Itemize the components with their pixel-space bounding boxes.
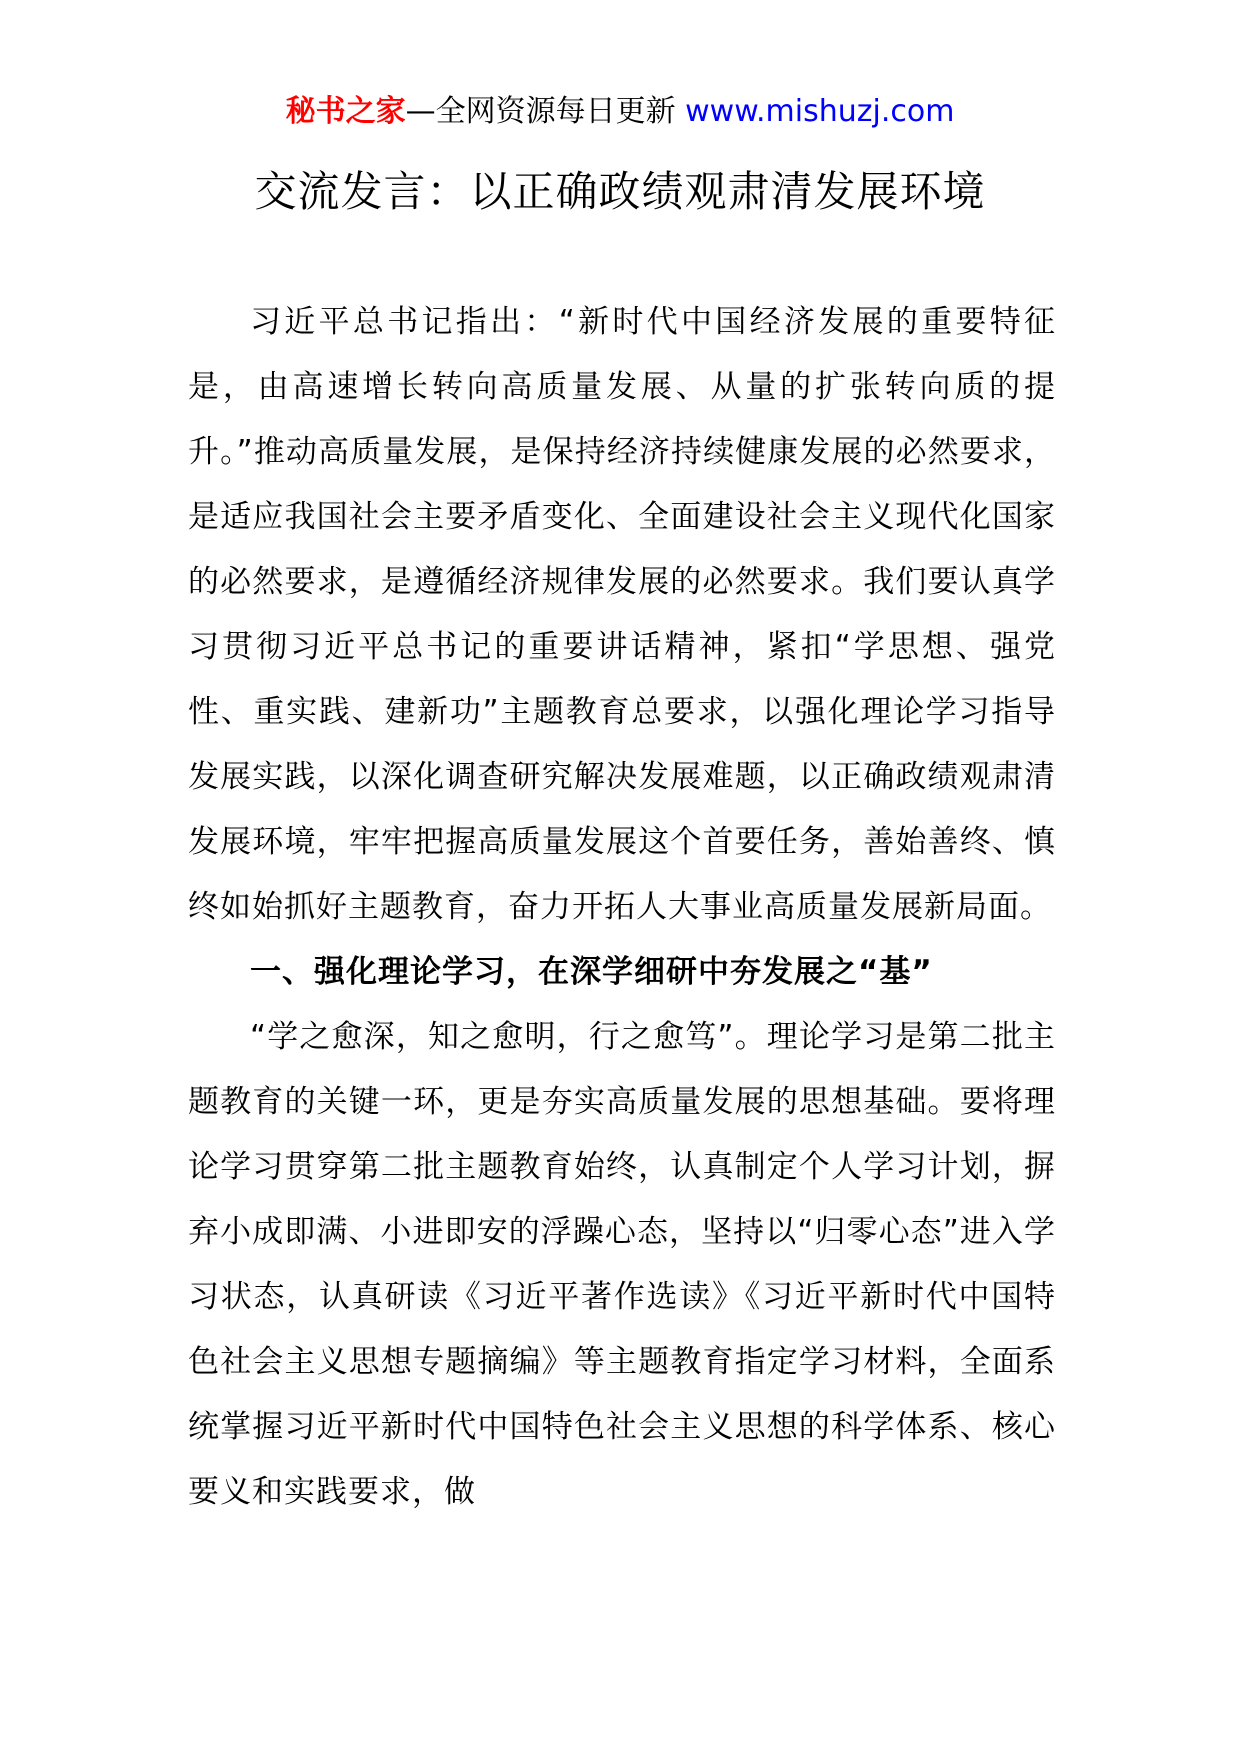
- document-body: [188, 290, 1056, 1525]
- header-tagline: —全网资源每日更新: [405, 94, 686, 129]
- site-url-link[interactable]: www.mishuzj.com: [685, 94, 955, 129]
- document-title: 交流发言：以正确政绩观肃清发展环境: [254, 167, 986, 216]
- section-paragraph: “学之愈深，知之愈明，行之愈笃”。理论学习是第二批主题教育的关键一环，更是夯实高质量发展的思想基础。要将理论学习贯穿第二批主题教育始终，认真制定个人学习计划，摒弃小成即满、小进即安的浮躁心态，坚持以“归零心态”进入学习状态，认真研读《习近平著作选读》《习近平新时代中国特色社会主义思想专题摘编》等主题教育指定学习材料，全面系统掌握习近平新时代中国特色社会主义思想的科学体系、核心要义和实践要求，做: [188, 1019, 1056, 1510]
- intro-paragraph: 习近平总书记指出：“新时代中国经济发展的重要特征是，由高速增长转向高质量发展、从量的扩张转向质的提升。”推动高质量发展，是保持经济持续健康发展的必然要求，是适应我国社会主要矛盾变化、全面建设社会主义现代化国家的必然要求，是遵循经济规律发展的必然要求。我们要认真学习贯彻习近平总书记的重要讲话精神，紧扣“学思想、强党性、重实践、建新功”主题教育总要求，以强化理论学习指导发展实践，以深化调查研究解决发展难题，以正确政绩观肃清发展环境，牢牢把握高质量发展这个首要任务，善始善终、慎终如始抓好主题教育，奋力开拓人大事业高质量发展新局面。: [188, 304, 1056, 925]
- brand-name: 秘书之家: [285, 94, 406, 129]
- site-header: [0, 92, 1240, 132]
- section-heading: 一、强化理论学习，在深学细研中夯发展之“基”: [250, 954, 933, 990]
